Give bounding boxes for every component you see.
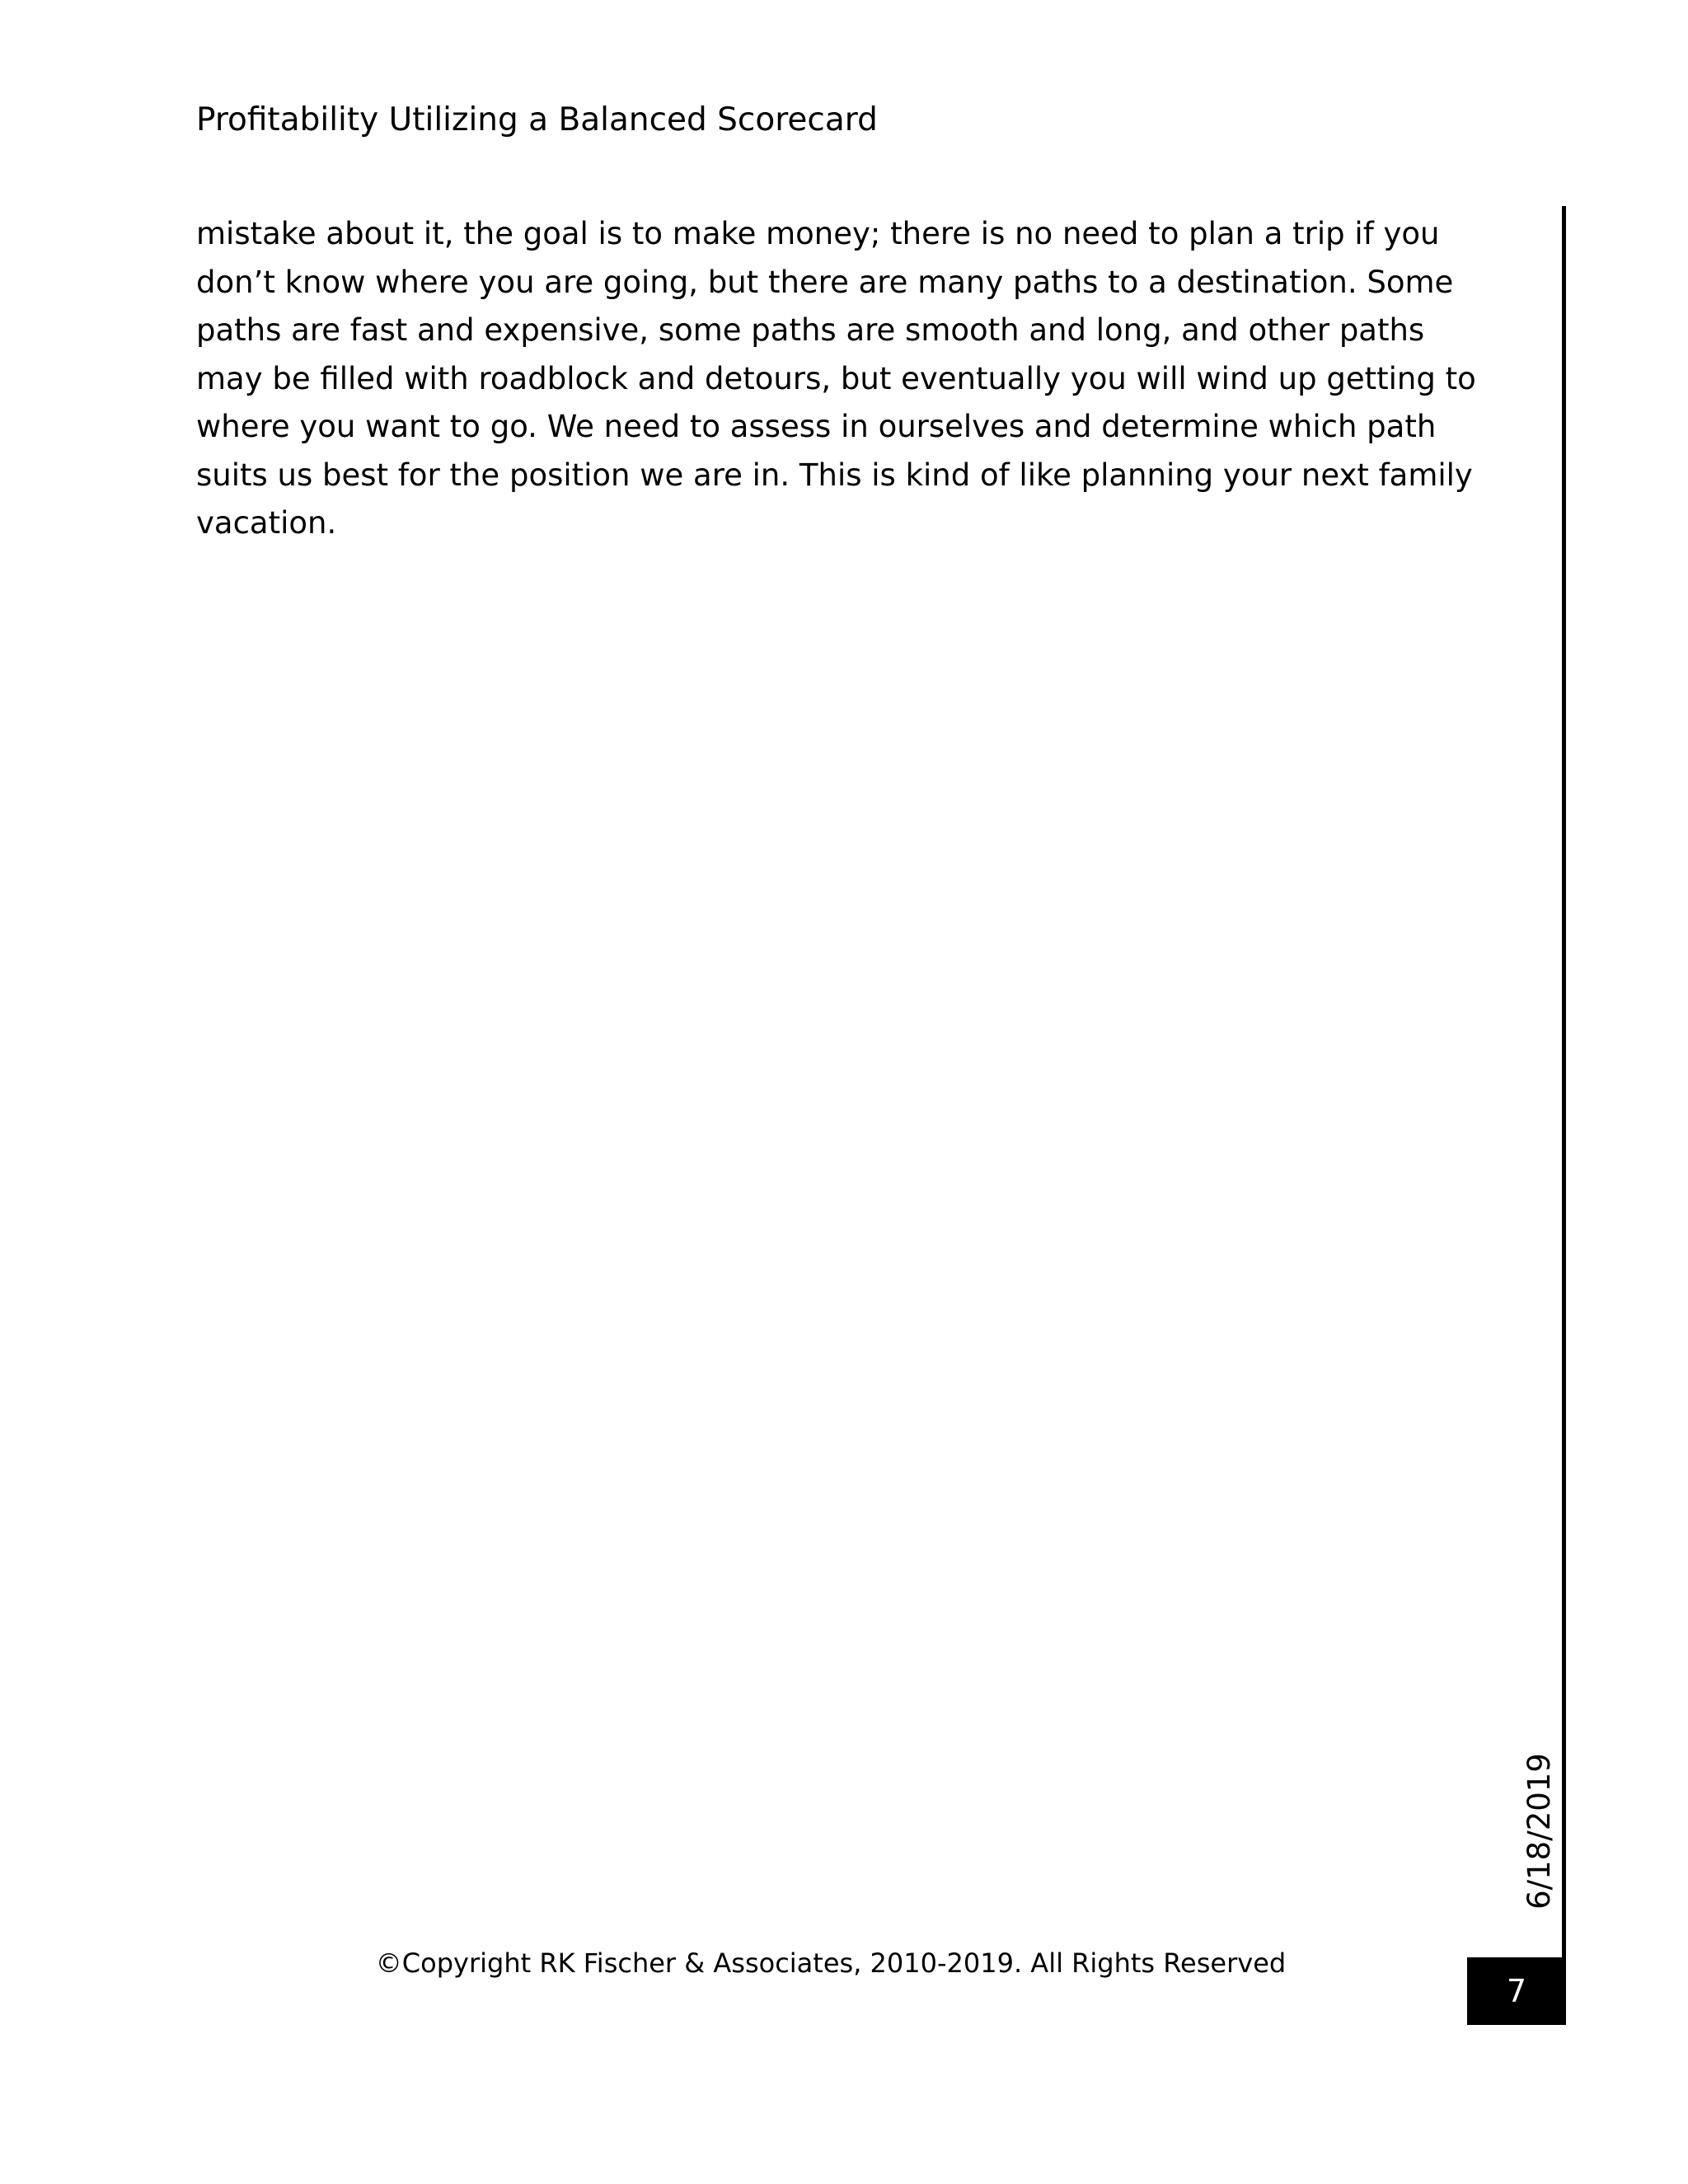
paragraph-line: may be filled with roadblock and detours, but eventually you will wind up getting to (196, 360, 1476, 396)
page-header-title: Profitability Utilizing a Balanced Scorecard (196, 101, 878, 138)
paragraph-line: suits us best for the position we are in. This is kind of like planning your next family (196, 457, 1473, 493)
paragraph-line: mistake about it, the goal is to make money; there is no need to plan a trip if you (196, 216, 1440, 251)
paragraph-line: paths are fast and expensive, some paths are smooth and long, and other paths (196, 312, 1425, 348)
body-paragraph (196, 210, 1482, 548)
paragraph-line: where you want to go. We need to assess in ourselves and determine which path (196, 409, 1437, 444)
margin-rule-divider (1562, 206, 1566, 2019)
page-number: 7 (1506, 1973, 1527, 2009)
page-number-badge (1467, 1957, 1566, 2025)
date-stamp: 6/18/2019 (1522, 1753, 1557, 1910)
paragraph-line: vacation. (196, 505, 337, 541)
paragraph-line: don’t know where you are going, but there are many paths to a destination. Some (196, 264, 1454, 300)
footer-copyright: ©Copyright RK Fischer & Associates, 2010-2019. All Rights Reserved (375, 1947, 1287, 1979)
